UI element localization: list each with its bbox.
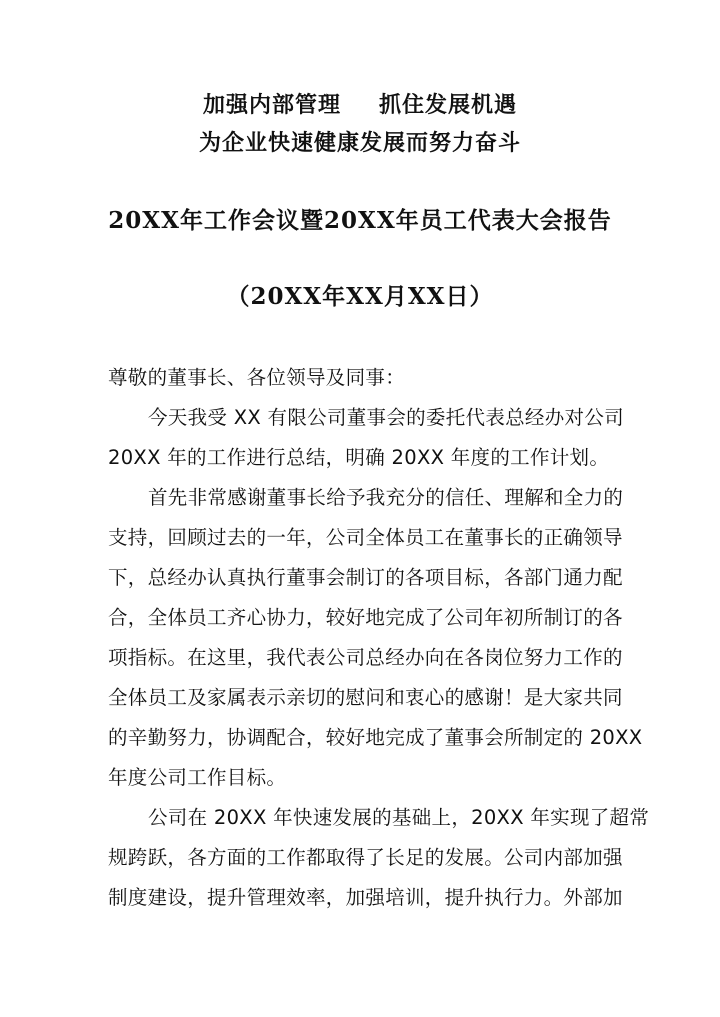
report-date: （20XX年XX月XX日） <box>226 283 494 310</box>
paragraph-2-line-8: 年度公司工作目标。 <box>108 766 287 789</box>
paragraph-2-line-5: 项指标。在这里，我代表公司总经办向在各岗位努力工作的 <box>108 646 623 669</box>
paragraph-1-line-1: 今天我受 XX 有限公司董事会的委托代表总经办对公司 <box>148 406 624 429</box>
title-line-1-left: 加强内部管理 <box>202 92 341 118</box>
paragraph-2-line-4: 合，全体员工齐心协力，较好地完成了公司年初所制订的各 <box>108 606 623 629</box>
paragraph-1-line-2: 20XX 年的工作进行总结，明确 20XX 年度的工作计划。 <box>108 446 610 469</box>
title-line-1 <box>0 90 720 120</box>
body-text <box>108 358 650 918</box>
paragraph-2-line-1: 首先非常感谢董事长给予我充分的信任、理解和全力的 <box>148 486 624 509</box>
title-line-2: 为企业快速健康发展而努力奋斗 <box>198 130 521 156</box>
paragraph-3-line-2: 规跨跃，各方面的工作都取得了长足的发展。公司内部加强 <box>108 846 623 869</box>
paragraph-2-line-3: 下，总经办认真执行董事会制订的各项目标，各部门通力配 <box>108 566 623 589</box>
paragraph-2-line-7: 的辛勤努力，协调配合，较好地完成了董事会所制定的 20XX <box>108 726 643 749</box>
paragraph-3-line-1: 公司在 20XX 年快速发展的基础上，20XX 年实现了超常 <box>148 806 650 829</box>
salutation: 尊敬的董事长、各位领导及同事： <box>108 366 406 389</box>
paragraph-3-line-3: 制度建设，提升管理效率，加强培训，提升执行力。外部加 <box>108 886 623 909</box>
title-line-1-right: 抓住发展机遇 <box>379 92 518 118</box>
paragraph-2-line-2: 支持，回顾过去的一年，公司全体员工在董事长的正确领导 <box>108 526 623 549</box>
paragraph-2-line-6: 全体员工及家属表示亲切的慰问和衷心的感谢！是大家共同 <box>108 686 623 709</box>
report-subtitle: 20XX年工作会议暨20XX年员工代表大会报告 <box>108 207 612 234</box>
